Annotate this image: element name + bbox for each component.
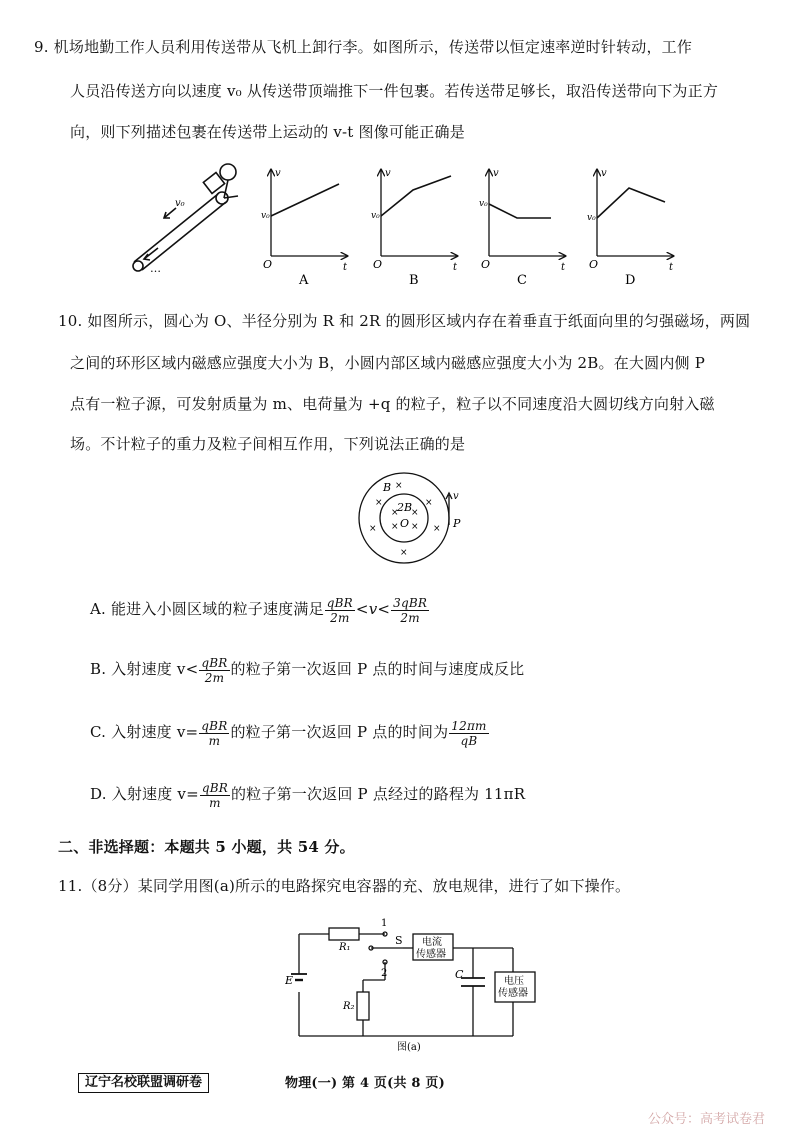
- svg-text:E: E: [285, 974, 294, 987]
- label-b: B: [383, 481, 392, 494]
- svg-text:…: …: [150, 262, 161, 275]
- r2-resistor: [357, 992, 369, 1020]
- svg-text:×: ×: [411, 508, 419, 518]
- graph-c: [489, 170, 565, 256]
- svg-text:t: t: [343, 262, 348, 273]
- label-2b: 2B: [397, 501, 413, 514]
- label-p: P: [453, 517, 461, 530]
- svg-text:t: t: [669, 262, 674, 273]
- q10-line-4: 场。不计粒子的重力及粒子间相互作用，下列说法正确的是: [70, 435, 466, 453]
- section-2-heading: 二、非选择题：本题共 5 小题，共 54 分。: [58, 838, 355, 856]
- q9-line-3: 向，则下列描述包裹在传送带上运动的 v-t 图像可能正确是: [70, 123, 465, 141]
- svg-text:2: 2: [381, 968, 388, 979]
- q10-option-b: B. 入射速度 v< $\frac{\text{qBR}}{2m}$ 的粒子第一次返回 P 点的时间与速度成反比: [90, 655, 525, 685]
- footer-league-box: 辽宁名校联盟调研卷: [78, 1073, 209, 1093]
- svg-text:电流: 电流: [422, 937, 442, 948]
- svg-text:×: ×: [391, 522, 399, 532]
- graph-d-label: D: [625, 273, 636, 288]
- svg-text:R₂: R₂: [343, 1001, 355, 1012]
- conveyor-belt-figure: [120, 158, 260, 278]
- svg-text:1: 1: [381, 918, 388, 929]
- svg-text:v₀: v₀: [371, 211, 380, 221]
- svg-text:×: ×: [425, 498, 433, 508]
- belt-v0-label: v₀: [175, 198, 185, 209]
- svg-text:×: ×: [400, 548, 408, 558]
- svg-text:×: ×: [391, 508, 399, 518]
- svg-text:S: S: [395, 934, 403, 947]
- graph-b-label: B: [409, 273, 419, 288]
- label-o: O: [400, 517, 410, 530]
- q10-line-2: 之间的环形区域内磁感应强度大小为 B，小圆内部区域内磁感应强度大小为 2B。在大圆内侧 P: [70, 354, 705, 372]
- magnetic-field-figure: [355, 465, 465, 571]
- graph-d: [597, 170, 673, 256]
- q9-line-1: 9. 机场地勤工作人员利用传送带从飞机上卸行李。如图所示，传送带以恒定速率逆时针转动，工作: [34, 38, 693, 56]
- vt-graphs: [255, 160, 695, 290]
- svg-text:传感器: 传感器: [416, 949, 446, 960]
- q10-option-c: C. 入射速度 v= $\frac{\text{qBR}}{m}$ 的粒子第一次返回 P 点的时间为 $\frac{12\pi m}{qB}$: [90, 718, 487, 748]
- svg-text:v₀: v₀: [587, 213, 596, 223]
- svg-text:v: v: [275, 168, 281, 179]
- svg-text:v: v: [493, 168, 499, 179]
- svg-text:O: O: [589, 258, 599, 271]
- svg-text:O: O: [481, 258, 491, 271]
- label-v: v: [453, 491, 459, 502]
- q10-option-a: A. 能进入小圆区域的粒子速度满足 $\frac{\text{qBR}}{2m}$ <v< $\frac{\text{3qBR}}{2m}$: [90, 595, 428, 625]
- svg-text:v₀: v₀: [261, 211, 270, 221]
- svg-text:v: v: [601, 168, 607, 179]
- graph-b: [381, 170, 457, 256]
- q11-line-1: 11.（8分）某同学用图(a)所示的电路探究电容器的充、放电规律，进行了如下操作。: [58, 877, 631, 895]
- svg-text:t: t: [561, 262, 566, 273]
- svg-text:t: t: [453, 262, 458, 273]
- svg-text:C: C: [455, 968, 464, 981]
- graph-c-label: C: [517, 273, 527, 288]
- q9-line-2: 人员沿传送方向以速度 v₀ 从传送带顶端推下一件包裹。若传送带足够长，取沿传送带向下为正方: [70, 82, 719, 100]
- svg-text:×: ×: [411, 522, 419, 532]
- footer-page-info: 物理(一) 第 4 页(共 8 页): [285, 1076, 445, 1091]
- q10-line-1: 10. 如图所示，圆心为 O、半径分别为 R 和 2R 的圆形区域内存在着垂直于纸面向里的匀强磁场，两圆: [58, 312, 751, 330]
- svg-text:×: ×: [375, 498, 383, 508]
- svg-text:×: ×: [433, 524, 441, 534]
- svg-text:R₁: R₁: [339, 942, 351, 953]
- svg-text:电压: 电压: [504, 976, 524, 987]
- svg-text:v: v: [385, 168, 391, 179]
- svg-text:O: O: [373, 258, 383, 271]
- graph-a: [271, 170, 347, 256]
- circuit-figure: [285, 912, 555, 1052]
- q10-option-d: D. 入射速度 v= $\frac{\text{qBR}}{m}$ 的粒子第一次返回 P 点经过的路程为 11πR: [90, 780, 526, 810]
- svg-text:×: ×: [369, 524, 377, 534]
- graph-a-label: A: [299, 273, 309, 288]
- svg-text:O: O: [263, 258, 273, 271]
- figure-caption: 图(a): [397, 1042, 421, 1052]
- watermark: 公众号：高考试卷君: [648, 1112, 766, 1127]
- svg-text:传感器: 传感器: [498, 988, 528, 999]
- q10-line-3: 点有一粒子源，可发射质量为 m、电荷量为 +q 的粒子，粒子以不同速度沿大圆切线方向射入磁: [70, 395, 715, 413]
- r1-resistor: [329, 928, 359, 940]
- svg-text:×: ×: [395, 481, 403, 491]
- svg-text:v₀: v₀: [479, 199, 488, 209]
